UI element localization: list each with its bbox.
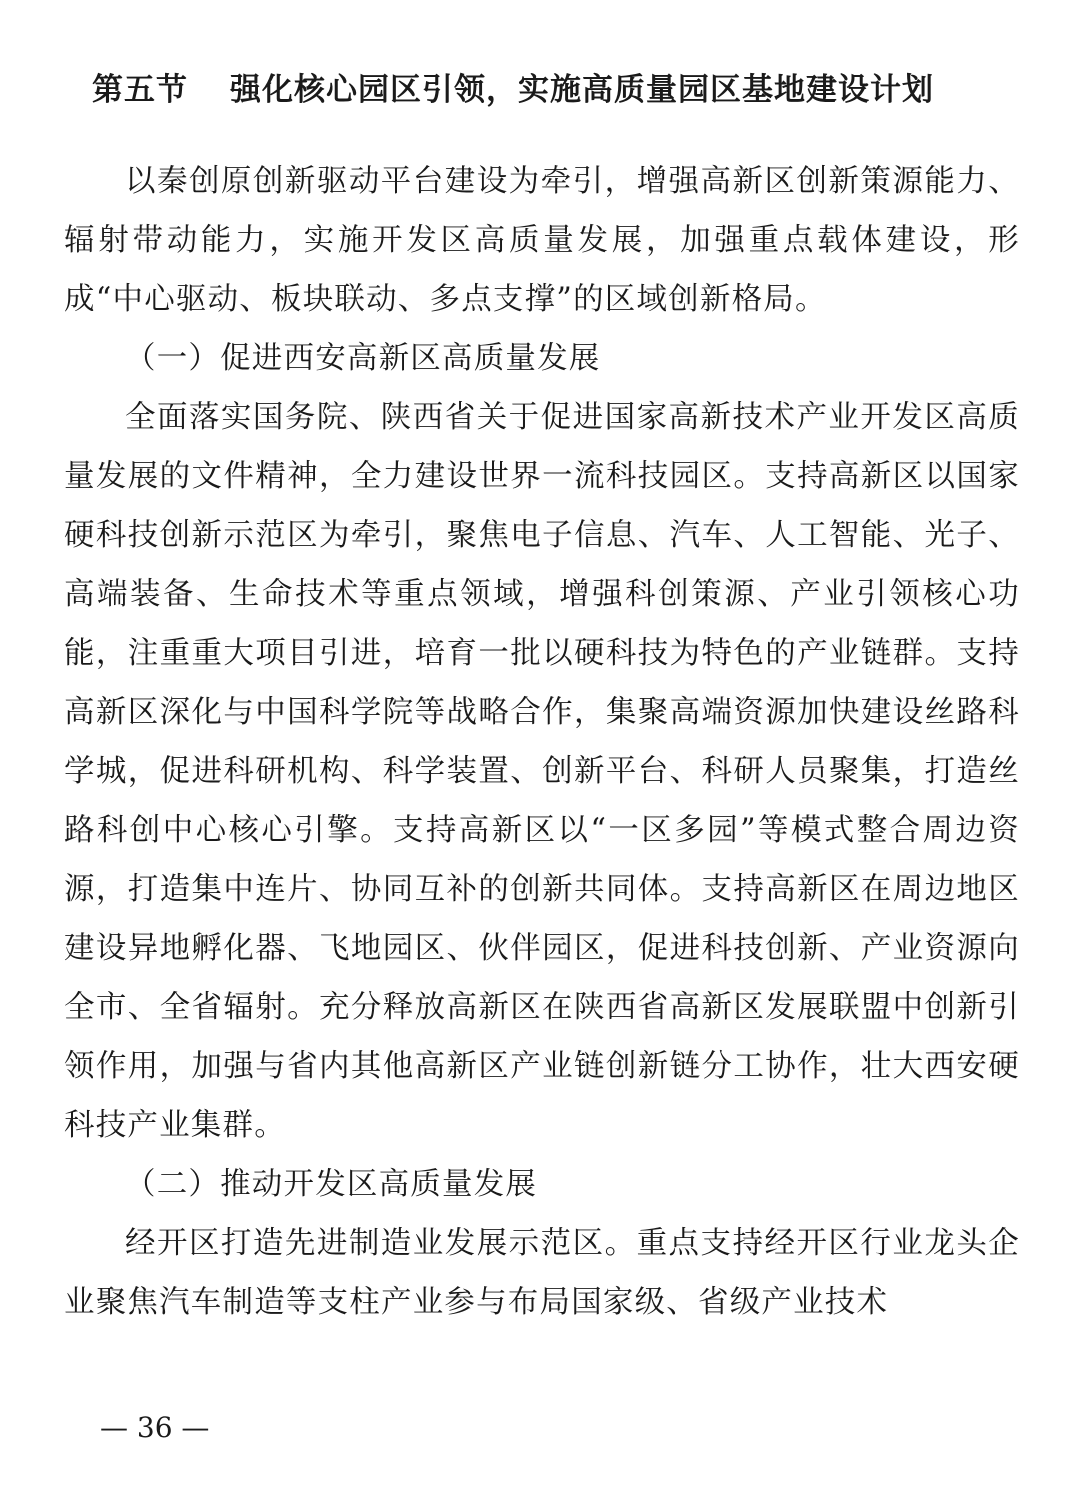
section-number: 第五节 [92,72,188,108]
subsection-2-paragraph: 经开区打造先进制造业发展示范区。重点支持经开区行业龙头企业聚焦汽车制造等支柱产业参与布局国家级、省级产业技术 [64,1226,1020,1320]
section-heading [62,60,1022,120]
body-text [64,152,1020,1332]
section-title: 强化核心园区引领，实施高质量园区基地建设计划 [230,72,934,108]
subsection-1-paragraph: 全面落实国务院、陕西省关于促进国家高新技术产业开发区高质量发展的文件精神，全力建设世界一流科技园区。支持高新区以国家硬科技创新示范区为牵引，聚焦电子信息、汽车、人工智能、光子、高端装备、生命技术等重点领域，增强科创策源、产业引领核心功能，注重重大项目引进，培育一批以硬科技为特色的产业链群。支持高新区深化与中国科学院等战略合作，集聚高端资源加快建设丝路科学城，促进科研机构、科学装置、创新平台、科研人员聚集，打造丝路科创中心核心引擎。支持高新区以“一区多园”等模式整合周边资源，打造集中连片、协同互补的创新共同体。支持高新区在周边地区建设异地孵化器、飞地园区、伙伴园区，促进科技创新、产业资源向全市、全省辐射。充分释放高新区在陕西省高新区发展联盟中创新引领作用，加强与省内其他高新区产业链创新链分工协作，壮大西安硬科技产业集群。 [64,400,1020,1143]
intro-paragraph: 以秦创原创新驱动平台建设为牵引，增强高新区创新策源能力、辐射带动能力，实施开发区高质量发展，加强重点载体建设，形成“中心驱动、板块联动、多点支撑”的区域创新格局。 [64,164,1020,317]
page-number: — 36 — [100,1411,210,1444]
subsection-heading-2: （二）推动开发区高质量发展 [125,1167,538,1202]
subsection-heading-1: （一）促进西安高新区高质量发展 [125,341,601,376]
